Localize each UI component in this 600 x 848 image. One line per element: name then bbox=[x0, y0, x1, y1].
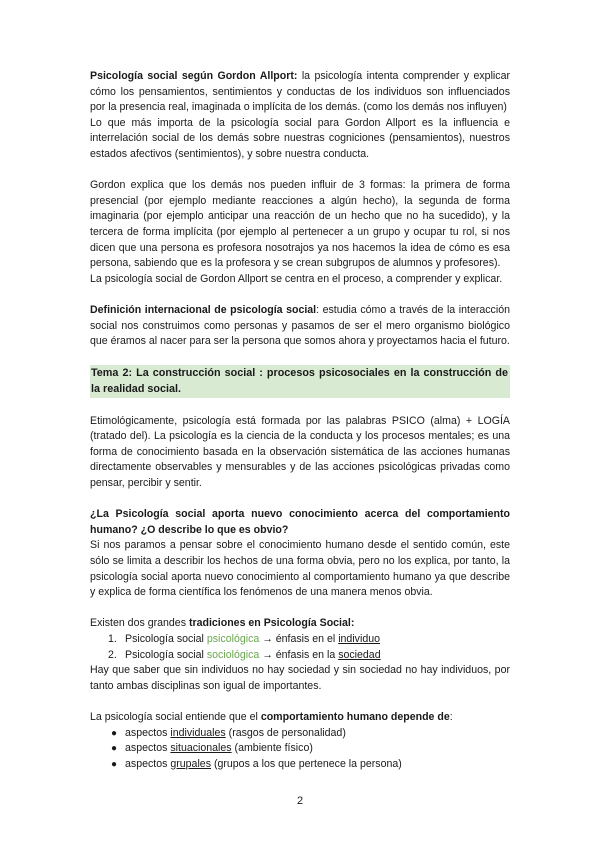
list-item bbox=[90, 741, 510, 757]
traditions-intro bbox=[90, 616, 510, 632]
traditions-conclusion-paragraph: Hay que saber que sin individuos no hay sociedad y sin sociedad no hay individuos, por tanto ambas disciplinas son igual de importantes. bbox=[90, 664, 510, 692]
question-answer-paragraph: Si nos paramos a pensar sobre el conocimiento humano desde el sentido común, este sólo se limita a describir los hechos de una forma obvia, pero no los explica, por tanto, la psicología social aporta nuevo conocimiento al comportamiento humano ya que describe y explica de forma científica los fenómenos de una manera menos obvia. bbox=[90, 539, 510, 599]
behavior-intro bbox=[90, 710, 510, 726]
list-item bbox=[90, 757, 510, 773]
list-item-text: → énfasis en el bbox=[259, 633, 339, 645]
traditions-intro-text: Existen dos grandes bbox=[90, 617, 189, 630]
list-item-text: Psicología social bbox=[125, 633, 207, 645]
list-item-text: → énfasis en la bbox=[259, 648, 339, 661]
list-item-text: aspectos bbox=[125, 757, 171, 770]
tema2-heading: Tema 2: La construcción social : procesos psicosociales en la construcción de la realidad social. bbox=[90, 365, 510, 398]
page-content bbox=[90, 69, 510, 772]
list-item-text: (ambiente físico) bbox=[231, 742, 313, 755]
international-definition-text: : estudia cómo a través de la interacción social nos construimos como personas y pasamos de ser el mero organismo biológico que éramos al nacer para ser la persona que somos ahora y proyectamos hacia el futuro. bbox=[90, 303, 510, 348]
etymology-paragraph: Etimológicamente, psicología está formada por las palabras PSICO (alma) + LOGÍA (tratado del). La psicología es la ciencia de la conducta y los procesos mentales; es una forma de conocimiento basada en la observación sistemática de las acciones humanas directamente observables y mensurables y de las acciones psicológicas privadas como pensar, percibir y sentir. bbox=[90, 414, 510, 490]
behavior-intro-text: La psicología social entiende que el bbox=[90, 710, 261, 723]
international-definition-paragraph bbox=[90, 303, 510, 350]
list-item-green-text: psicológica bbox=[206, 633, 260, 645]
allport-focus-paragraph: La psicología social de Gordon Allport se centra en el proceso, a comprender y explicar. bbox=[90, 272, 503, 285]
list-item-text: aspectos bbox=[125, 726, 171, 739]
list-item-underlined-text: grupales bbox=[170, 757, 211, 770]
traditions-intro-bold: tradiciones en Psicología Social: bbox=[188, 617, 355, 630]
behavior-list bbox=[90, 726, 510, 773]
list-item-text: (grupos a los que pertenece la persona) bbox=[211, 757, 402, 770]
influence-forms-paragraph: Gordon explica que los demás nos pueden influir de 3 formas: la primera de forma presencial (por ejemplo mediante reacciones a algún hecho), la segunda de forma imaginaria (por ejemplo anticipar una reacción de un hecho que no ha sucedido), y la tercera de forma implícita (por ejemplo al pertenecer a un grupo y ocupar tu rol, si nos dicen que una persona es profesora nosotrajos ya nos hacemos la idea de cómo es esa persona, sabiendo que es la profesora y se crean subgrupos de alumnos y profesores). bbox=[90, 179, 510, 270]
bullet-icon: ● bbox=[111, 727, 118, 739]
list-item-text: (rasgos de personalidad) bbox=[225, 726, 346, 739]
list-item-text: Psicología social bbox=[125, 648, 207, 661]
allport-importance-paragraph: Lo que más importa de la psicología social para Gordon Allport es la influencia e interrelación social de los demás sobre nuestras cogniciones (pensamientos), nuestros estados afectivos (sentimientos), y sobre nuestra conducta. bbox=[90, 116, 510, 160]
question-heading-text: ¿La Psicología social aporta nuevo conocimiento acerca del comportamiento humano? ¿O describe lo que es obvio? bbox=[90, 508, 510, 536]
allport-definition-text: la psicología intenta comprender y explicar cómo los pensamientos, sentimientos y conductas de los individuos son influenciados por la presencia real, imaginada o implícita de los demás. (como los demás nos influyen) bbox=[90, 70, 510, 114]
question-heading bbox=[90, 507, 510, 538]
list-number: 2. bbox=[108, 648, 117, 661]
list-item-underlined-text: sociedad bbox=[338, 648, 381, 661]
behavior-intro-end: : bbox=[449, 710, 453, 723]
list-item bbox=[90, 648, 510, 664]
international-definition-heading: Definición internacional de psicología social bbox=[90, 303, 317, 316]
list-item bbox=[90, 726, 510, 742]
bullet-icon: ● bbox=[111, 743, 118, 755]
allport-heading: Psicología social según Gordon Allport: bbox=[90, 70, 298, 82]
page-number: 2 bbox=[296, 795, 304, 807]
traditions-list bbox=[90, 632, 510, 663]
list-item-underlined-text: individuo bbox=[338, 633, 381, 645]
list-number: 1. bbox=[108, 633, 117, 645]
behavior-intro-bold: comportamiento humano depende de bbox=[260, 710, 450, 723]
list-item-green-text: sociológica bbox=[206, 648, 260, 661]
allport-paragraph bbox=[90, 69, 510, 116]
list-item-text: aspectos bbox=[125, 742, 171, 755]
list-item bbox=[90, 632, 510, 648]
list-item-underlined-text: individuales bbox=[170, 726, 226, 739]
bullet-icon: ● bbox=[111, 758, 118, 770]
list-item-underlined-text: situacionales bbox=[170, 742, 232, 755]
